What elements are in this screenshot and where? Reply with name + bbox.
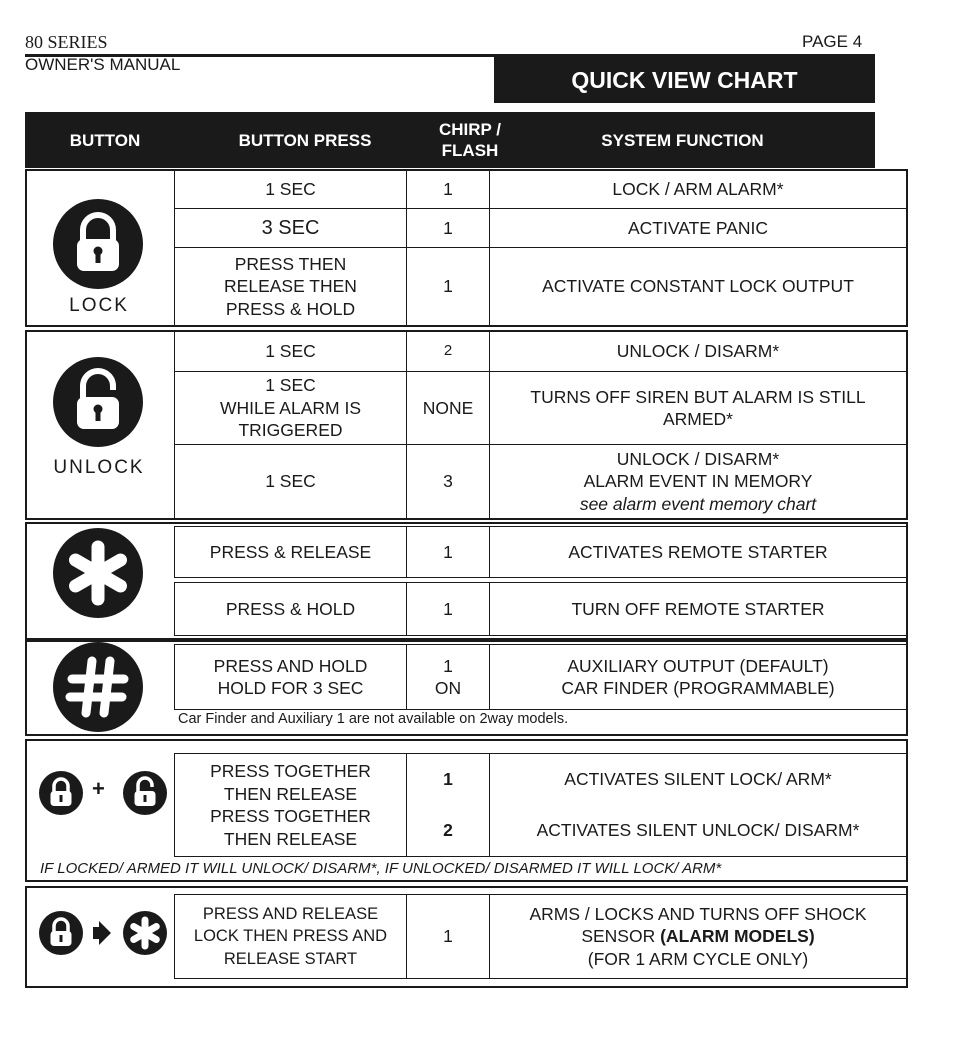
chirp-line2: FLASH: [441, 141, 499, 160]
press-line: PRESS AND RELEASE: [202, 904, 379, 923]
function-line: (FOR 1 ARM CYCLE ONLY): [587, 948, 809, 969]
star-chirp-1: 1: [406, 526, 490, 578]
chirp-line: ON: [434, 678, 462, 698]
press-line: PRESS THEN: [234, 253, 347, 274]
lock-press-2: 3 SEC: [174, 208, 407, 248]
shock-press: [174, 894, 407, 979]
function-line: TURNS OFF SIREN BUT ALARM IS STILL: [530, 386, 866, 407]
hash-note: Car Finder and Auxiliary 1 are not available on 2way models.: [178, 711, 569, 727]
unlock-chirp-1: 2: [406, 331, 490, 372]
lock-function-1: LOCK / ARM ALARM*: [489, 170, 907, 209]
press-line: RELEASE START: [223, 949, 358, 968]
star-function-2: TURN OFF REMOTE STARTER: [489, 582, 907, 636]
function-line: ACTIVATES SILENT LOCK/ ARM*: [564, 769, 832, 790]
star-chirp-2: 1: [406, 582, 490, 636]
memory-chart-reference: see alarm event memory chart: [579, 493, 817, 514]
column-header-press: BUTTON PRESS: [238, 130, 372, 150]
press-line: RELEASE THEN: [224, 276, 357, 297]
unlock-function-3: [489, 444, 907, 519]
column-header-bar: [25, 112, 875, 168]
star-press-2: PRESS & HOLD: [174, 582, 407, 636]
press-line: PRESS AND HOLD: [213, 655, 368, 676]
chart-title: QUICK VIEW CHART: [494, 57, 875, 103]
lock-icon: [39, 911, 83, 955]
press-line: HOLD FOR 3 SEC: [217, 678, 364, 698]
function-line: AUXILIARY OUTPUT (DEFAULT): [567, 655, 829, 676]
shock-chirp: 1: [406, 894, 490, 979]
unlock-chirp-3: 3: [406, 444, 490, 519]
press-line: PRESS TOGETHER: [210, 806, 371, 826]
column-header-button: BUTTON: [69, 130, 141, 150]
chirp-line: 1: [443, 769, 453, 790]
sensor-text: SENSOR: [581, 926, 661, 947]
press-line: TRIGGERED: [238, 420, 343, 441]
function-line: CAR FINDER (PROGRAMMABLE): [561, 678, 835, 698]
column-header-function: SYSTEM FUNCTION: [601, 130, 764, 150]
unlock-press-2: [174, 371, 407, 445]
lock-icon: [39, 771, 83, 815]
press-line: THEN RELEASE: [223, 828, 358, 849]
lock-press-3: [174, 247, 407, 326]
alarm-models-text: (ALARM MODELS): [660, 926, 815, 947]
unlock-function-2: [489, 371, 907, 445]
lock-icon: [52, 198, 144, 290]
hash-chirp: [406, 644, 490, 710]
combo-function: [489, 753, 907, 857]
hash-icon: [52, 641, 144, 733]
hash-press: [174, 644, 407, 710]
combo-note: IF LOCKED/ ARMED IT WILL UNLOCK/ DISARM*, IF UNLOCKED/ DISARMED IT WILL LOCK/ ARM*: [40, 860, 722, 877]
unlock-icon: [123, 771, 167, 815]
lock-function-2: ACTIVATE PANIC: [489, 208, 907, 248]
lock-chirp-1: 1: [406, 170, 490, 209]
press-line: PRESS TOGETHER: [210, 761, 371, 781]
press-line: THEN RELEASE: [223, 783, 358, 804]
press-line: LOCK THEN PRESS AND: [193, 927, 388, 946]
unlock-icon: [52, 356, 144, 448]
lock-label: LOCK: [69, 295, 129, 316]
plus-sign: +: [92, 776, 105, 801]
chirp-line1: CHIRP /: [438, 120, 502, 139]
lock-then-star-icons: [33, 910, 173, 956]
combo-press: [174, 753, 407, 857]
chirp-line: 2: [443, 820, 453, 841]
lock-function-3: ACTIVATE CONSTANT LOCK OUTPUT: [489, 247, 907, 326]
page-number: PAGE 4: [802, 32, 863, 51]
asterisk-icon: [123, 911, 167, 955]
unlock-label: UNLOCK: [53, 457, 145, 478]
function-line: ALARM EVENT IN MEMORY: [583, 471, 813, 492]
combo-chirp: [406, 753, 490, 857]
lock-press-1: 1 SEC: [174, 170, 407, 209]
arrow-right-icon: [93, 921, 111, 945]
lock-chirp-2: 1: [406, 208, 490, 248]
asterisk-icon: [52, 527, 144, 619]
unlock-press-3: 1 SEC: [174, 444, 407, 519]
press-line: WHILE ALARM IS: [219, 397, 361, 418]
chirp-line: 1: [443, 655, 453, 676]
shock-function: [489, 894, 907, 979]
column-header-chirp: [425, 112, 515, 168]
star-press-1: PRESS & RELEASE: [174, 526, 407, 578]
function-line: [581, 925, 814, 948]
function-line: ARMED*: [662, 409, 733, 429]
function-line: ARMS / LOCKS AND TURNS OFF SHOCK: [529, 903, 867, 924]
function-line: UNLOCK / DISARM*: [616, 448, 780, 469]
hash-function: [489, 644, 907, 710]
unlock-press-1: 1 SEC: [174, 331, 407, 372]
lock-chirp-3: 1: [406, 247, 490, 326]
star-function-1: ACTIVATES REMOTE STARTER: [489, 526, 907, 578]
series-title: 80 SERIES: [25, 32, 108, 52]
press-line: 1 SEC: [265, 375, 316, 396]
function-line: ACTIVATES SILENT UNLOCK/ DISARM*: [536, 820, 860, 841]
press-line: PRESS & HOLD: [225, 298, 356, 319]
unlock-chirp-2: NONE: [406, 371, 490, 445]
manual-title: OWNER'S MANUAL: [25, 55, 181, 74]
unlock-function-1: UNLOCK / DISARM*: [489, 331, 907, 372]
